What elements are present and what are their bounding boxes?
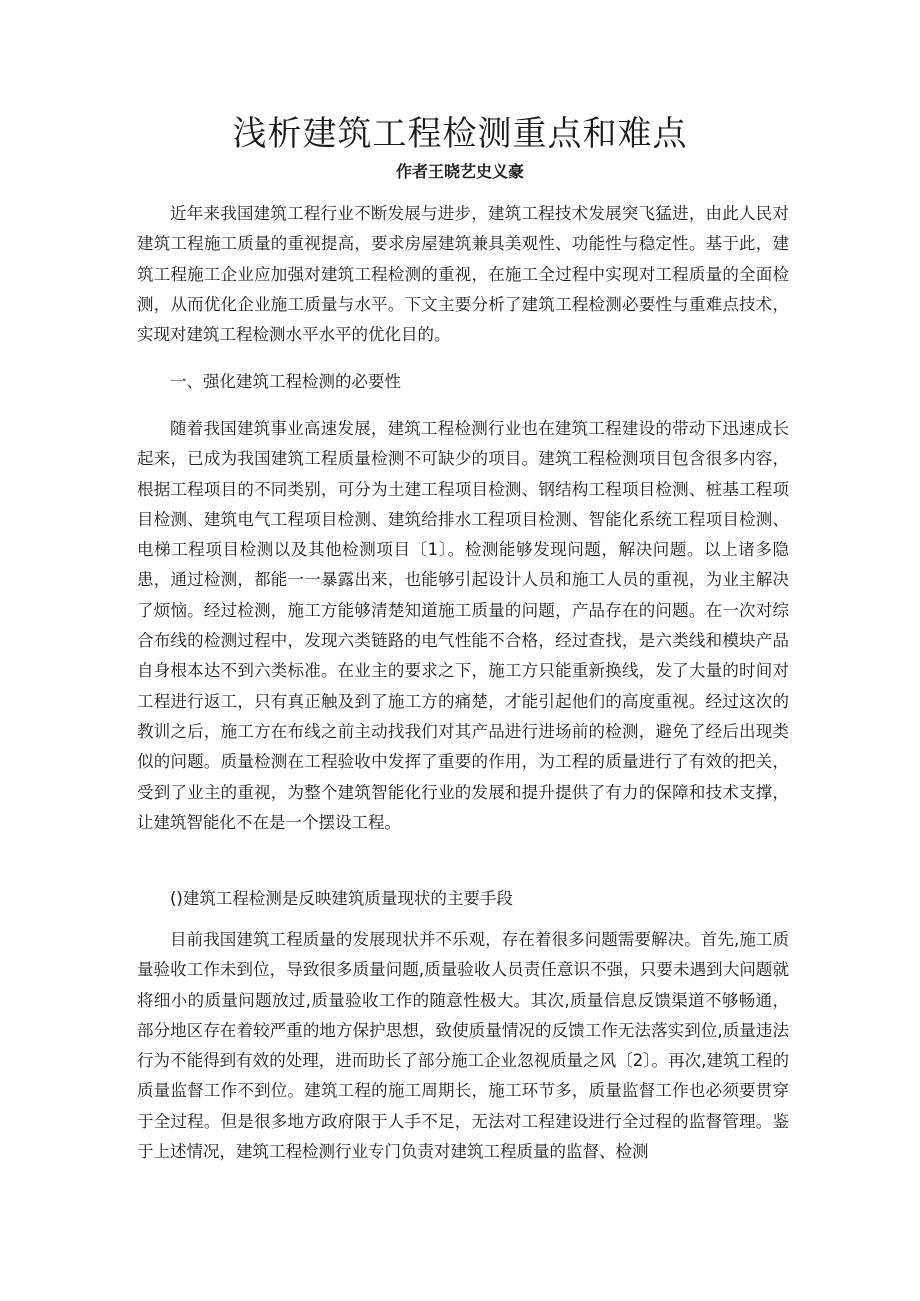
intro-paragraph: 近年来我国建筑工程行业不断发展与进步，建筑工程技术发展突飞猛进，由此人民对建筑工程施工质量的重视提高，要求房屋建筑兼具美观性、功能性与稳定性。基于此，建筑工程施工企业应加强对建筑工程检测的重视，在施工全过程中实现对工程质量的全面检测，从而优化企业施工质量与水平。下文主要分析了建筑工程检测必要性与重难点技术，实现对建筑工程检测水平水平的优化目的。 xyxy=(137,204,789,345)
subsection-paragraph: 目前我国建筑工程质量的发展现状并不乐观，存在着很多问题需要解决。首先,施工质量验收工作未到位，导致很多质量问题,质量验收人员责任意识不强，只要未遇到大问题就将细小的质量问题放过,质量验收工作的随意性极大。其次,质量信息反馈渠道不够畅通，部分地区存在着较严重的地方保护思想，致使质量情况的反馈工作无法落实到位,质量违法行为不能得到有效的处理，进而助长了部分施工企业忽视质量之风〔2〕。再次,建筑工程的质量监督工作不到位。建筑工程的施工周期长，施工环节多，质量监督工作也必须要贯穿于全过程。但是很多地方政府限于人手不足，无法对工程建设进行全过程的监督管理。鉴于上述情况，建筑工程检测行业专门负责对建筑工程质量的监督、检测 xyxy=(137,930,789,1162)
document-title: 浅析建筑工程检测重点和难点 xyxy=(232,114,688,154)
author-line: 作者王晓艺史义豪 xyxy=(395,162,524,181)
section-paragraph: 随着我国建筑事业高速发展，建筑工程检测行业也在建筑工程建设的带动下迅速成长起来，已成为我国建筑工程质量检测不可缺少的项目。建筑工程检测项目包含很多内容，根据工程项目的不同类别，可分为土建工程项目检测、钢结构工程项目检测、桩基工程项目检测、建筑电气工程项目检测、建筑给排水工程项目检测、智能化系统工程项目检测、电梯工程项目检测以及其他检测项目〔1〕。检测能够发现问题，解决问题。以上诸多隐患，通过检测，都能一一暴露出来，也能够引起设计人员和施工人员的重视，为业主解决了烦恼。经过检测，施工方能够清楚知道施工质量的问题，产品存在的问题。在一次对综合布线的检测过程中，发现六类链路的电气性能不合格，经过查找，是六类线和模块产品自身根本达不到六类标准。在业主的要求之下，施工方只能重新换线，发了大量的时间对工程进行返工，只有真正触及到了施工方的痛楚，才能引起他们的高度重视。经过这次的教训之后，施工方在布线之前主动找我们对其产品进行进场前的检测，避免了经后出现类似的问题。质量检测在工程验收中发挥了重要的作用，为工程的质量进行了有效的把关，受到了业主的重视，为整个建筑智能化行业的发展和提升提供了有力的保障和技术支撑，让建筑智能化不在是一个摆设工程。 xyxy=(137,419,789,832)
section-heading: 一、强化建筑工程检测的必要性 xyxy=(170,372,401,391)
subsection-heading: ()建筑工程检测是反映建筑质量现状的主要手段 xyxy=(170,889,513,908)
